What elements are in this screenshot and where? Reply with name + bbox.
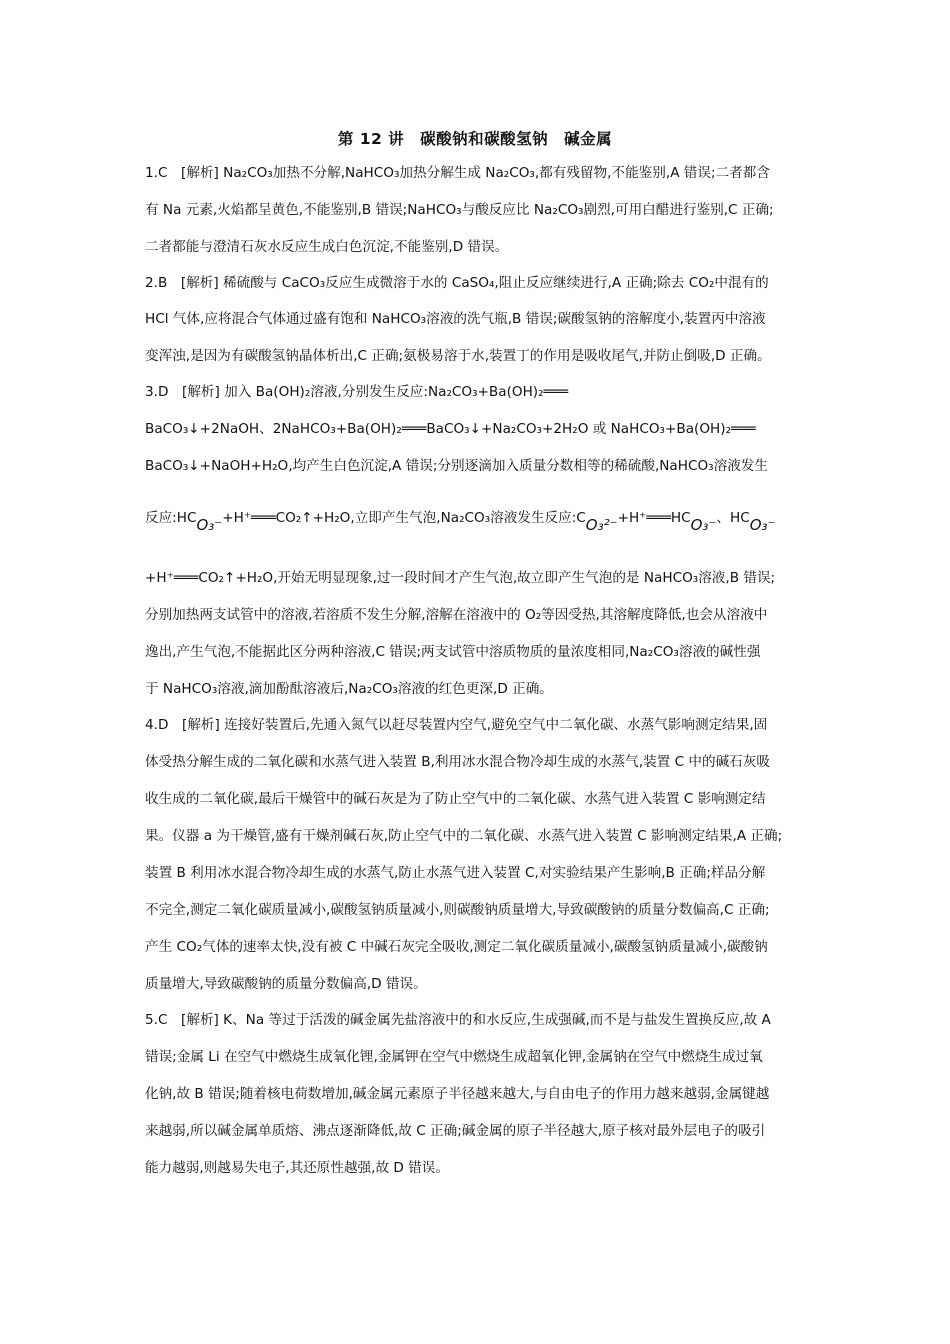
text-line: 装置 B 利用冰水混合物冷却生成的水蒸气,防止水蒸气进入装置 C,对实验结果产生影响,B 正确;样品分解 xyxy=(145,865,766,881)
text-line: 2.B [解析] 稀硫酸与 CaCO₃反应生成微溶于水的 CaSO₄,阻止反应继续进行,A 正确;除去 CO₂中混有的 xyxy=(145,275,769,291)
text-line: 质量增大,导致碳酸钠的质量分数偏高,D 错误。 xyxy=(145,976,427,992)
text-line: 体受热分解生成的二氧化碳和水蒸气进入装置 B,利用冰水混合物冷却生成的水蒸气,装置 C 中的碱石灰吸 xyxy=(145,754,770,770)
carbonate-formula: O₃⁻ xyxy=(690,516,717,534)
text-line: 错误;金属 Li 在空气中燃烧生成氧化锂,金属钾在空气中燃烧生成超氧化钾,金属钠在空气中燃烧生成过氧 xyxy=(145,1049,763,1065)
carbonate-formula: O₃⁻ xyxy=(196,516,223,534)
text-line: HCl 气体,应将混合气体通过盛有饱和 NaHCO₃溶液的洗气瓶,B 错误;碳酸氢钠的溶解度小,装置丙中溶液 xyxy=(145,311,766,327)
text-line: 二者都能与澄清石灰水反应生成白色沉淀,不能鉴别,D 错误。 xyxy=(145,239,509,255)
text-line: 变浑浊,是因为有碳酸氢钠晶体析出,C 正确;氨极易溶于水,装置丁的作用是吸收尾气,并防止倒吸,D 正确。 xyxy=(145,348,771,364)
text-line: 于 NaHCO₃溶液,滴加酚酞溶液后,Na₂CO₃溶液的红色更深,D 正确。 xyxy=(145,681,553,697)
carbonate-formula: O₃²⁻ xyxy=(585,516,618,534)
ionic-equation-line xyxy=(145,508,776,534)
text-line: 化钠,故 B 错误;随着核电荷数增加,碱金属元素原子半径越来越大,与自由电子的作用力越来越弱,金属键越 xyxy=(145,1086,770,1102)
text-segment: 、HC xyxy=(716,510,750,526)
text-line: 有 Na 元素,火焰都呈黄色,不能鉴别,B 错误;NaHCO₃与酸反应比 Na₂CO₃剧烈,可用白醋进行鉴别,C 正确; xyxy=(145,202,774,218)
text-line: 果。仪器 a 为干燥管,盛有干燥剂碱石灰,防止空气中的二氧化碳、水蒸气进入装置 C 影响测定结果,A 正确; xyxy=(145,828,783,844)
text-line: 不完全,测定二氧化碳质量减小,碳酸氢钠质量减小,则碳酸钠质量增大,导致碳酸钠的质量分数偏高,C 正确; xyxy=(145,902,770,918)
text-segment: +H⁺═══HC xyxy=(617,510,691,526)
text-line: +H⁺═══CO₂↑+H₂O,开始无明显现象,过一段时间才产生气泡,故立即产生气泡的是 NaHCO₃溶液,B 错误; xyxy=(145,570,776,586)
carbonate-formula: O₃⁻ xyxy=(749,516,776,534)
text-segment: +H⁺═══CO₂↑+H₂O,立即产生气泡,Na₂CO₃溶液发生反应:C xyxy=(222,510,586,526)
text-line: 1.C [解析] Na₂CO₃加热不分解,NaHCO₃加热分解生成 Na₂CO₃,都有残留物,不能鉴别,A 错误;二者都含 xyxy=(145,165,770,181)
text-line: 5.C [解析] K、Na 等过于活泼的碱金属先盐溶液中的和水反应,生成强碱,而不是与盐发生置换反应,故 A xyxy=(145,1012,771,1028)
text-line: 来越弱,所以碱金属单质熔、沸点逐渐降低,故 C 正确;碱金属的原子半径越大,原子核对最外层电子的吸引 xyxy=(145,1123,766,1139)
text-line: 逸出,产生气泡,不能据此区分两种溶液,C 错误;两支试管中溶质物质的量浓度相同,Na₂CO₃溶液的碱性强 xyxy=(145,644,761,660)
text-segment: 反应:HC xyxy=(145,510,197,526)
text-line: BaCO₃↓+2NaOH、2NaHCO₃+Ba(OH)₂═══BaCO₃↓+Na₂CO₃+2H₂O 或 NaHCO₃+Ba(OH)₂═══ xyxy=(145,421,756,437)
text-line: 能力越弱,则越易失电子,其还原性越强,故 D 错误。 xyxy=(145,1160,449,1176)
text-line: 收生成的二氧化碳,最后干燥管中的碱石灰是为了防止空气中的二氧化碳、水蒸气进入装置 C 影响测定结 xyxy=(145,791,766,807)
page-title: 第 12 讲 碳酸钠和碳酸氢钠 碱金属 xyxy=(337,130,613,148)
text-line: BaCO₃↓+NaOH+H₂O,均产生白色沉淀,A 错误;分别逐滴加入质量分数相等的稀硫酸,NaHCO₃溶液发生 xyxy=(145,458,769,474)
text-line: 3.D [解析] 加入 Ba(OH)₂溶液,分别发生反应:Na₂CO₃+Ba(OH)₂═══ xyxy=(145,384,569,400)
text-line: 分别加热两支试管中的溶液,若溶质不发生分解,溶解在溶液中的 O₂等因受热,其溶解度降低,也会从溶液中 xyxy=(145,607,768,623)
text-line: 4.D [解析] 连接好装置后,先通入氮气以赶尽装置内空气,避免空气中二氧化碳、水蒸气影响测定结果,固 xyxy=(145,717,768,733)
text-line: 产生 CO₂气体的速率太快,没有被 C 中碱石灰完全吸收,测定二氧化碳质量减小,碳酸氢钠质量减小,碳酸钠 xyxy=(145,939,768,955)
